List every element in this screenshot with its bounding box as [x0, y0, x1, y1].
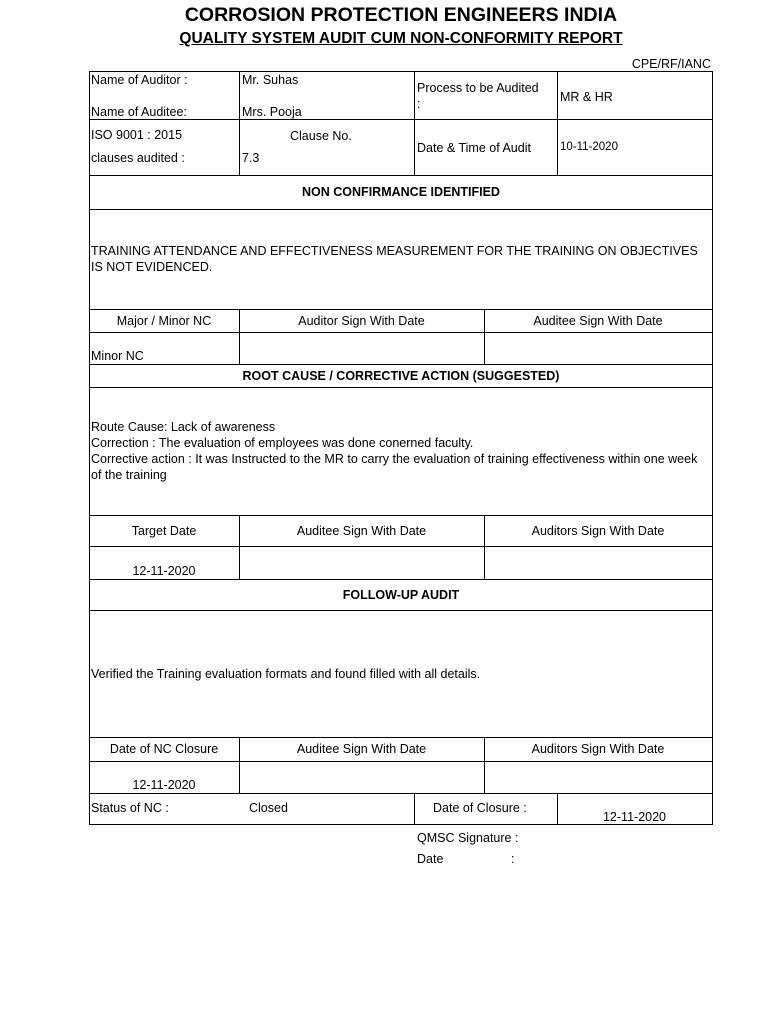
closure-date-value: 12-11-2020: [602, 810, 666, 824]
nc-description: TRAINING ATTENDANCE AND EFFECTIVENESS MEASUREMENT FOR THE TRAINING ON OBJECTIVES IS NOT EVIDENCED.: [91, 244, 698, 274]
auditor-value: Mr. Suhas: [242, 73, 299, 87]
audit-datetime-value: 10-11-2020: [560, 141, 618, 153]
correction-text: Correction : The evaluation of employees was done conerned faculty.: [91, 436, 474, 450]
auditee-value: Mrs. Pooja: [242, 105, 302, 119]
report-title: QUALITY SYSTEM AUDIT CUM NON-CONFORMITY REPORT: [179, 30, 623, 47]
auditee-label: Name of Auditee:: [91, 105, 187, 119]
clause-no-label: Clause No.: [290, 129, 352, 143]
iso-label: ISO 9001 : 2015: [91, 128, 183, 142]
nc-closure-date-header: Date of NC Closure: [109, 742, 219, 756]
follow-up-text: Verified the Training evaluation formats and found filled with all details.: [91, 667, 481, 681]
auditors-sign-header-3: Auditors Sign With Date: [531, 742, 665, 756]
process-label: Process to be Audited: [417, 81, 539, 95]
document-reference: CPE/RF/IANC: [631, 57, 711, 71]
auditee-sign-header: Auditee Sign With Date: [533, 314, 663, 328]
nc-heading: NON CONFIRMANCE IDENTIFIED: [302, 185, 500, 199]
root-cause-text: Route Cause: Lack of awareness: [91, 420, 276, 434]
status-value: Closed: [249, 801, 288, 815]
clauses-audited-label: clauses audited :: [91, 151, 185, 165]
footer-date-colon: :: [511, 852, 515, 866]
qmsc-signature-label: QMSC Signature :: [417, 831, 519, 845]
auditor-sign-header: Auditor Sign With Date: [298, 314, 425, 328]
audit-datetime-label: Date & Time of Audit: [417, 141, 531, 155]
nc-closure-date-value: 12-11-2020: [132, 778, 196, 792]
follow-up-heading: FOLLOW-UP AUDIT: [342, 588, 460, 602]
auditee-sign-header-2: Auditee Sign With Date: [296, 524, 427, 538]
company-name: CORROSION PROTECTION ENGINEERS INDIA: [184, 4, 618, 26]
closure-date-label: Date of Closure :: [433, 801, 527, 815]
corrective-action-text: Corrective action : It was Instructed to the MR to carry the evaluation of training effectiveness within one week of the training: [91, 452, 698, 482]
clause-no-value: 7.3: [242, 151, 260, 165]
status-label: Status of NC :: [91, 801, 169, 815]
process-colon: :: [417, 97, 421, 111]
auditee-sign-header-3: Auditee Sign With Date: [296, 742, 427, 756]
auditor-label: Name of Auditor :: [91, 73, 188, 87]
root-cause-heading: ROOT CAUSE / CORRECTIVE ACTION (SUGGESTED): [242, 369, 560, 383]
process-value: MR & HR: [560, 90, 613, 104]
footer-date-label: Date: [417, 852, 444, 866]
nc-grade-value: Minor NC: [91, 349, 144, 363]
auditors-sign-header-2: Auditors Sign With Date: [531, 524, 665, 538]
nc-grade-header: Major / Minor NC: [116, 314, 212, 328]
target-date-value: 12-11-2020: [132, 564, 196, 578]
target-date-header: Target Date: [131, 524, 197, 538]
